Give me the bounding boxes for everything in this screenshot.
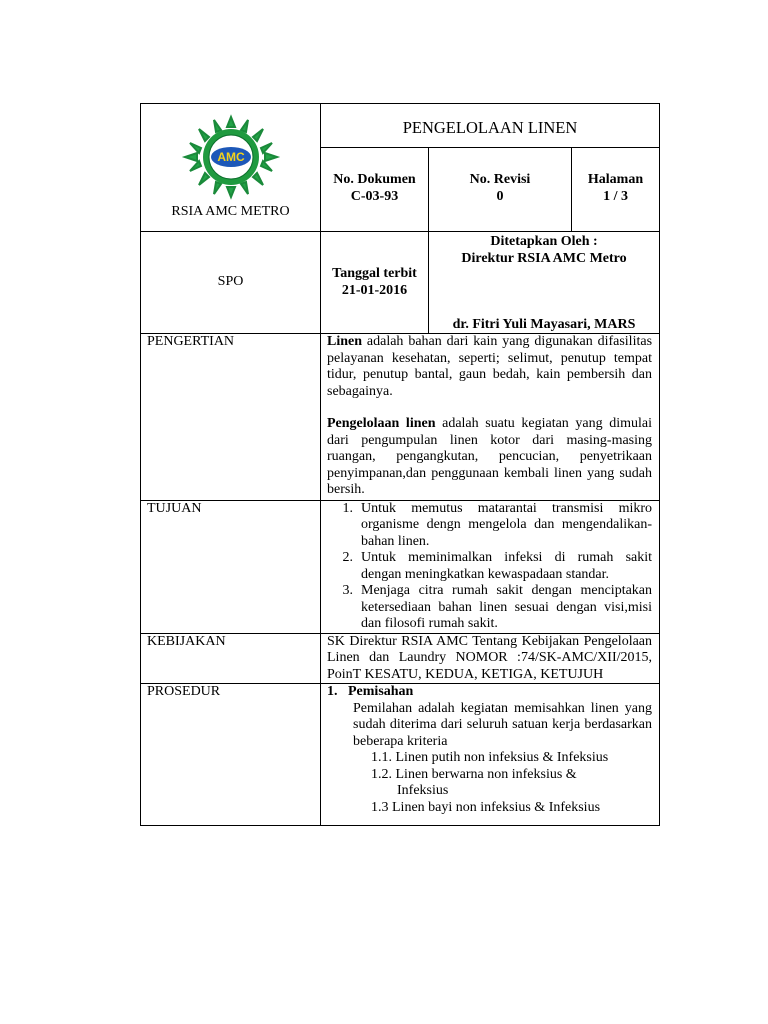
revision-label: No. Revisi: [469, 172, 531, 187]
logo-cell: [141, 104, 321, 232]
approval-cell: [429, 232, 660, 334]
prosedur-sub-2: 1.2. Linen berwarna non infeksius &: [371, 766, 577, 782]
list-number: 3.: [342, 583, 353, 598]
issue-date-cell: [321, 232, 429, 334]
pengertian-label: PENGERTIAN: [141, 334, 321, 501]
doc-number-label: No. Dokumen: [333, 172, 416, 187]
tujuan-label: TUJUAN: [141, 500, 321, 633]
issue-date-value: 21-01-2016: [341, 282, 408, 298]
revision-value: 0: [496, 188, 504, 204]
prosedur-heading-text: Pemisahan: [348, 684, 414, 699]
spo-table: [140, 103, 660, 826]
tujuan-content: [321, 500, 660, 633]
definition-linen-text: adalah bahan dari kain yang digunakan difasilitas pelayanan kesehatan, seperti; selimut, penutup tempat tidur, penutup bantal, gaun bedah, kain pembersih dan sebagainya.: [327, 334, 653, 399]
spo-label: SPO: [141, 232, 321, 334]
approval-director: Direktur RSIA AMC Metro: [461, 250, 627, 266]
prosedur-heading: [327, 684, 652, 701]
approval-signatory: dr. Fitri Yuli Mayasari, MARS: [452, 316, 636, 332]
term-linen: Linen: [327, 334, 363, 349]
logo-text: AMC: [216, 150, 245, 164]
issue-date-label: Tanggal terbit: [332, 266, 417, 281]
approval-set-by: Ditetapkan Oleh :: [490, 234, 598, 249]
document-title: PENGELOLAAN LINEN: [321, 104, 660, 148]
definition-linen: [327, 334, 652, 400]
page-cell: [572, 148, 660, 232]
list-number: 2.: [342, 550, 353, 565]
list-item: [321, 501, 652, 551]
tujuan-list: [321, 501, 652, 633]
prosedur-sub-1: 1.1. Linen putih non infeksius & Infeksius: [371, 750, 609, 765]
prosedur-heading-num: 1.: [327, 684, 338, 699]
list-text: Untuk meminimalkan infeksi di rumah sakit dengan meningkatkan kewaspadaan standar.: [361, 550, 653, 582]
revision-cell: [429, 148, 572, 232]
prosedur-sub-2-cont: Infeksius: [397, 783, 449, 798]
page-value: 1 / 3: [603, 188, 628, 204]
list-text: Menjaga citra rumah sakit dengan menciptakan ketersediaan bahan linen sesuai dengan visi,misi dan filosofi rumah sakit.: [361, 583, 653, 631]
amc-logo: [181, 114, 281, 200]
list-text: Untuk memutus matarantai transmisi mikro organisme dengn mengelola dan mengendalikan-bahan linen.: [361, 500, 653, 549]
list-item: [321, 583, 652, 633]
prosedur-content: [321, 684, 660, 826]
definition-pengelolaan-text: adalah suatu kegiatan yang dimulai dari pengumpulan linen kotor dari masing-masing ruangan, pengangkutan, pencucian, penyetrikaan penyimpanan,dan penggunaan kembali linen yang sudah bersih.: [327, 416, 653, 497]
prosedur-label: PROSEDUR: [141, 684, 321, 826]
page-label: Halaman: [587, 172, 644, 187]
doc-number-cell: [321, 148, 429, 232]
doc-number-value: C-03-93: [350, 188, 399, 204]
kebijakan-label: KEBIJAKAN: [141, 633, 321, 684]
kebijakan-text: SK Direktur RSIA AMC Tentang Kebijakan Pengelolaan Linen dan Laundry NOMOR :74/SK-AMC/XII/2015, PoinT KESATU, KEDUA, KETIGA, KETUJUH: [321, 633, 660, 684]
prosedur-intro: Pemilahan adalah kegiatan memisahkan linen yang sudah diterima dari seluruh satuan kerja berdasarkan beberapa kriteria: [353, 700, 653, 749]
pengertian-content: [321, 334, 660, 501]
list-item: [321, 550, 652, 583]
definition-pengelolaan: [327, 416, 652, 500]
prosedur-sub-3: 1.3 Linen bayi non infeksius & Infeksius: [371, 799, 601, 815]
spo-document: [140, 103, 659, 826]
org-name: RSIA AMC METRO: [171, 204, 290, 219]
list-number: 1.: [342, 500, 353, 516]
term-pengelolaan: Pengelolaan linen: [327, 416, 436, 431]
